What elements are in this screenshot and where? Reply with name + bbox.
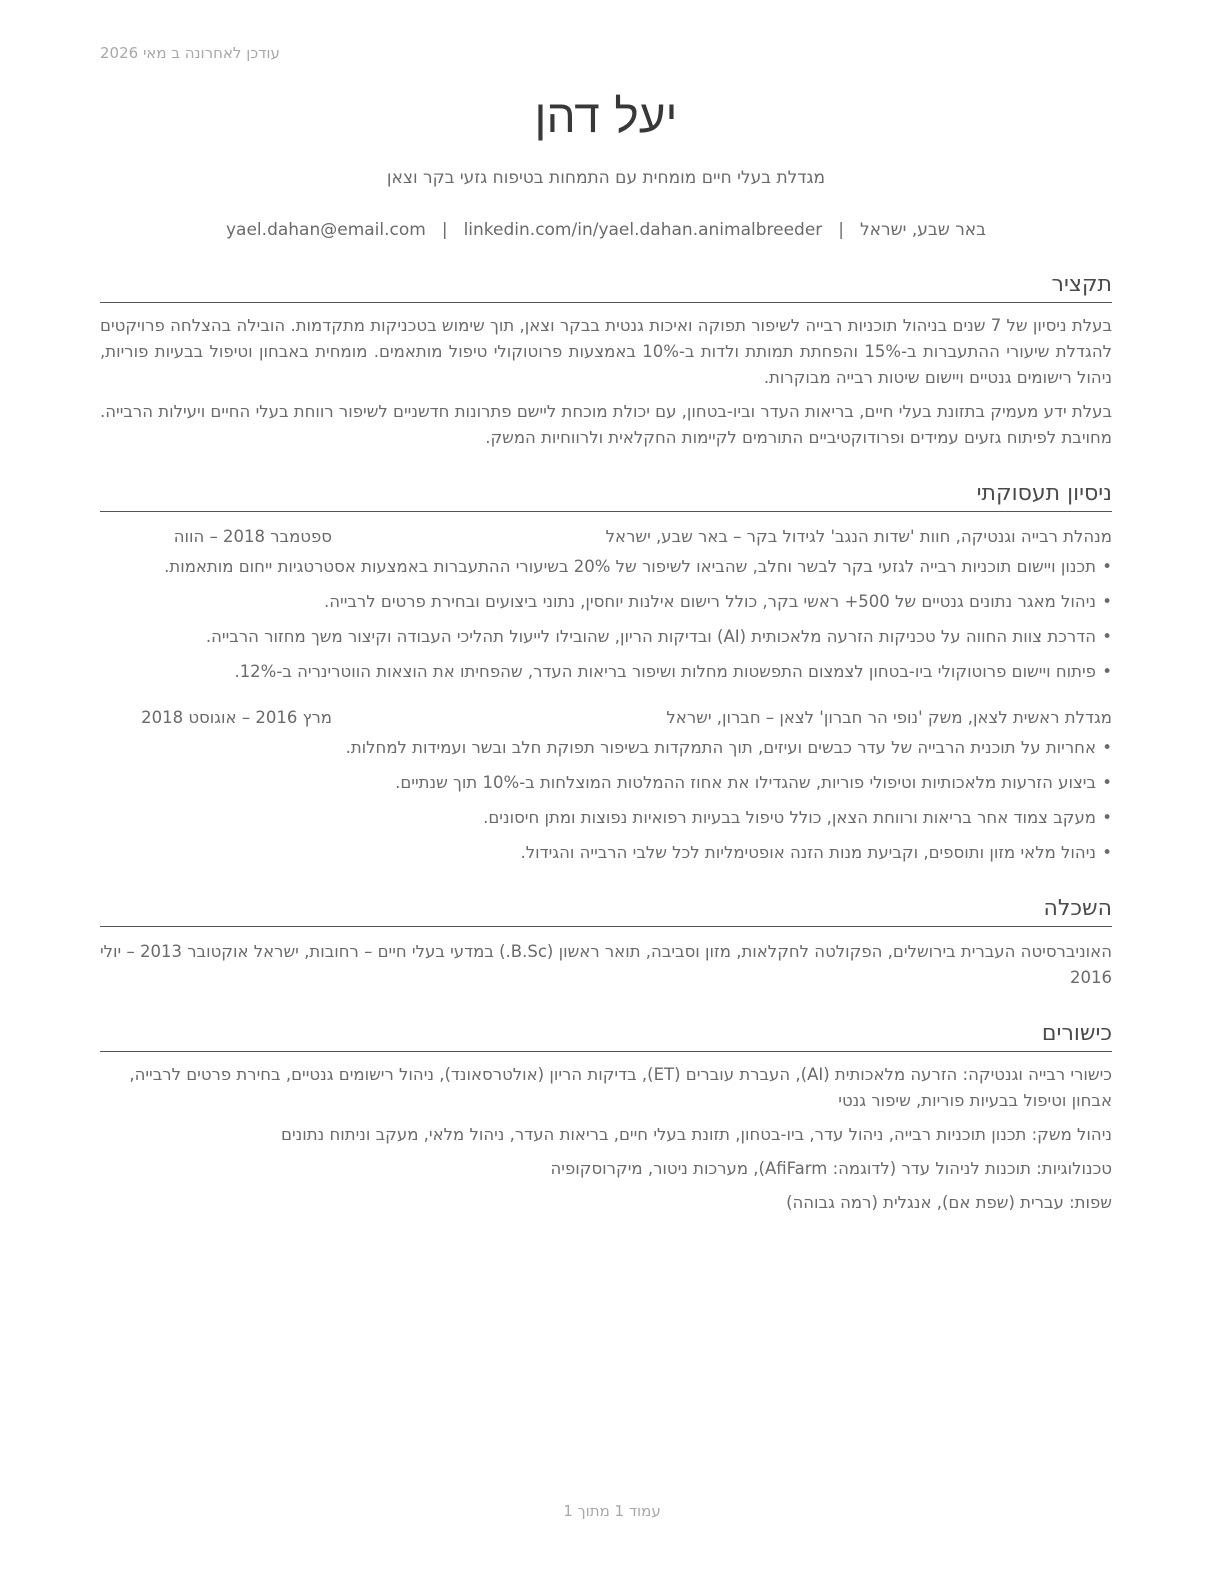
candidate-name: יעל דהן (534, 89, 678, 143)
page-number: עמוד 1 מתוך 1 (563, 1502, 661, 1520)
experience-heading: ניסיון תעסוקתי (100, 479, 1112, 512)
skill-line: כישורי רבייה וגנטיקה: הזרעה מלאכותית (AI), העברת עוברים (ET), בדיקות הריון (אולטרסאונד), ניהול רישומים גנטיים, בחירת פרטים לרבייה, אבחון וטיפול בבעיות פוריות, שיפור גנטי (129, 1065, 1112, 1110)
contact-separator: | (838, 220, 845, 240)
job-bullet: • אחריות על תוכנית הרבייה של עדר כבשים ועיזים, תוך התמקדות בשיפור תפוקת חלב ובשר ועמידות למחלות. (345, 738, 1112, 757)
job-bullet: • ניהול מאגר נתונים גנטיים של 500+ ראשי בקר, כולל רישום אילנות יוחסין, נתוני ביצועים ובחירת פרטים לרבייה. (323, 592, 1112, 611)
skills-heading: כישורים (100, 1019, 1112, 1052)
education-entry (100, 939, 1112, 991)
job-bullet: • הדרכת צוות החווה על טכניקות הזרעה מלאכותית (AI) ובדיקות הריון, שהובילו לייעול תהליכי העבודה וקיצור משך מחזור הרבייה. (205, 627, 1112, 646)
job-bullet: • תכנון ויישום תוכניות רבייה לגזעי בקר לבשר וחלב, שהביאו לשיפור של 20% בשיעורי ההתעברות באמצעות אסטרטגיות ייחום מותאמות. (164, 557, 1112, 576)
contact-separator: | (441, 220, 448, 240)
job-entry (100, 705, 1112, 866)
summary-heading: תקציר (100, 270, 1112, 303)
last-updated-note: עודכן לאחרונה ב מאי 2026 (100, 44, 280, 62)
education-dates: אוקטובר 2013 – יולי 2016 (99, 942, 1112, 987)
skill-line: שפות: עברית (שפת אם), אנגלית (רמה גבוהה) (786, 1193, 1112, 1212)
job-header (100, 524, 1112, 550)
contact-location: באר שבע, ישראל (860, 220, 986, 240)
candidate-tagline: מגדלת בעלי חיים מומחית עם התמחות בטיפוח גזעי בקר וצאן (386, 168, 826, 188)
job-bullets (100, 735, 1112, 866)
summary-paragraph: בעלת ידע מעמיק בתזונת בעלי חיים, בריאות העדר וביו-בטחון, עם יכולת מוכחת ליישם פתרונות חדשניים לשיפור רווחת בעלי החיים ויעילות הרבייה. מחויבת לפיתוח גזעים עמידים ופרודוקטיביים התורמים לקיימות החקלאית ולרווחיות המשק. (99, 402, 1112, 447)
job-bullets (100, 554, 1112, 685)
job-header (100, 705, 1112, 731)
education-heading: השכלה (100, 894, 1112, 927)
job-bullet: • ניהול מלאי מזון ותוספים, וקביעת מנות הזנה אופטימליות לכל שלבי הרבייה והגידול. (520, 843, 1112, 862)
job-dates: ספטמבר 2018 – הווה (173, 527, 332, 546)
job-title: מגדלת ראשית לצאן, משק 'נופי הר חברון' לצאן – חברון, ישראל (666, 708, 1112, 727)
job-bullet: • ביצוע הזרעות מלאכותיות וטיפולי פוריות, שהגדילו את אחוז ההמלטות המוצלחות ב-10% תוך שנתיים. (395, 773, 1112, 792)
summary-paragraph: בעלת ניסיון של 7 שנים בניהול תוכניות רבייה לשיפור תפוקה ואיכות גנטית בבקר וצאן, תוך שימוש בטכניקות מתקדמות. הובילה בהצלחה פרויקטים להגדלת שיעורי ההתעברות ב-15% והפחתת תמותת ולדות ב-10% באמצעות פרוטוקולי טיפול מותאמים. מומחית באבחון וטיפול בבעיות פוריות, ניהול רישומים גנטיים ויישום שיטות רבייה מבוקרות. (100, 316, 1112, 387)
resume-page (100, 84, 1112, 1216)
contact-line (100, 218, 1112, 242)
job-bullet: • מעקב צמוד אחר בריאות ורווחת הצאן, כולל טיפול בבעיות רפואיות נפוצות ומתן חיסונים. (483, 808, 1112, 827)
job-bullet: • פיתוח ויישום פרוטוקולי ביו-בטחון לצמצום התפשטות מחלות ושיפור בריאות העדר, שהפחיתו את הוצאות הווטרינריה ב-12%. (234, 662, 1112, 681)
contact-email[interactable]: yael.dahan@email.com (226, 220, 426, 240)
education-text: האוניברסיטה העברית בירושלים, הפקולטה לחקלאות, מזון וסביבה, תואר ראשון (B.Sc.) במדעי בעלי חיים – רחובות, ישראל (253, 942, 1112, 961)
job-title: מנהלת רבייה וגנטיקה, חוות 'שדות הנגב' לגידול בקר – באר שבע, ישראל (605, 527, 1112, 546)
skill-line: ניהול משק: תכנון תוכניות רבייה, ניהול עדר, ביו-בטחון, תזונת בעלי חיים, בריאות העדר, ניהול מלאי, מעקב וניתוח נתונים (281, 1125, 1112, 1144)
skill-line: טכנולוגיות: תוכנות לניהול עדר (לדוגמה: AfiFarm), מערכות ניטור, מיקרוסקופיה (550, 1159, 1112, 1178)
contact-linkedin[interactable]: linkedin.com/in/yael.dahan.animalbreeder (463, 220, 823, 240)
job-dates: מרץ 2016 – אוגוסט 2018 (141, 708, 332, 727)
job-entry (100, 524, 1112, 685)
